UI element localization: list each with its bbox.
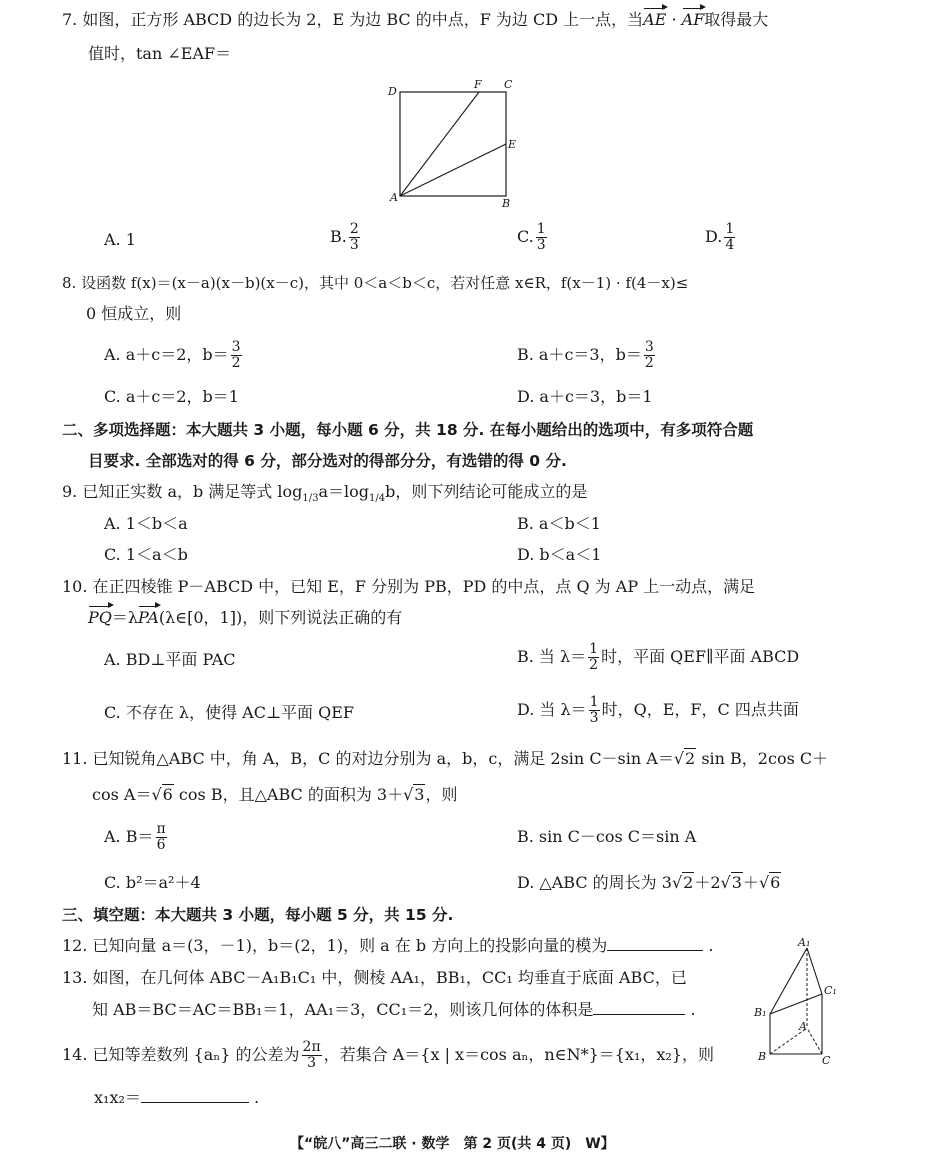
q14-stem-line2: x₁x₂＝ . [94, 1088, 260, 1107]
q10-stem-line2: PQ＝λPA(λ∈[0，1])，则下列说法正确的有 [88, 608, 403, 627]
q9-option-b: B. a＜b＜1 [517, 514, 601, 533]
page-footer: 【“皖八”高三二联 · 数学 第 2 页(共 4 页) W】 [290, 1136, 615, 1152]
q10-option-a: A. BD⊥平面 PAC [104, 650, 236, 669]
q13-stem-line2: 知 AB＝BC＝AC＝BB₁＝1，AA₁＝3，CC₁＝2，则该几何体的体积是 . [92, 1000, 696, 1019]
q11-stem-line1: 11. 已知锐角△ABC 中，角 A，B，C 的对边分别为 a，b，c，满足 2sin C－sin A＝√2 sin B，2cos C＋ [62, 749, 829, 768]
segment-ae [400, 144, 506, 196]
label-e: E [508, 138, 517, 151]
q11-stem-line2: cos A＝√6 cos B，且△ABC 的面积为 3＋√3，则 [92, 785, 458, 804]
q8-option-b: B. a＋c＝3，b＝ $\frac{3}{2}$ [517, 339, 654, 371]
vector-ae: AE [643, 10, 667, 29]
section2-heading-line1: 二、多项选择题：本大题共 3 小题，每小题 6 分，共 18 分. 在每小题给出的选项中，有多项符合题 [62, 421, 754, 439]
q8-option-c: C. a＋c＝2，b＝1 [104, 387, 239, 406]
q7-option-a: A. 1 [104, 230, 136, 249]
q8-option-d: D. a＋c＝3，b＝1 [517, 387, 653, 406]
label-b: B [758, 1050, 767, 1063]
vector-pq: PQ [88, 608, 112, 627]
q8-stem-line1: 8. 设函数 f(x)＝(x－a)(x－b)(x－c)，其中 0＜a＜b＜c，若对任意 x∈R，f(x－1) · f(4－x)≤ [62, 274, 689, 292]
q7-option-b: B. $\frac{2}{3}$ [330, 221, 359, 253]
q11-option-a: A. B＝ $\frac{\pi}{6}$ [104, 821, 166, 853]
q7-square-figure [380, 75, 520, 210]
q14-stem-line1: 14. 已知等差数列 {aₙ} 的公差为 $\frac{2\pi}{3}$ ，若集合 A＝{x | x＝cos aₙ，n∈N*}＝{x₁，x₂}，则 [62, 1039, 714, 1071]
q9-option-c: C. 1＜a＜b [104, 545, 188, 564]
q10-option-b: B. 当 λ＝ $\frac{1}{2}$ 时，平面 QEF∥平面 ABCD [517, 641, 800, 673]
label-b: B [502, 197, 511, 210]
q11-option-c: C. b²＝a²＋4 [104, 873, 201, 892]
q13-answer-blank[interactable] [593, 1000, 685, 1015]
q7-stem-line2: 值时，tan ∠EAF＝ [88, 44, 232, 63]
q8-stem-line2: 0 恒成立，则 [86, 304, 182, 323]
q9-option-d: D. b＜a＜1 [517, 545, 602, 564]
q11-option-d: D. △ABC 的周长为 3√2＋2√3＋√6 [517, 873, 781, 892]
q7-option-c: C. $\frac{1}{3}$ [517, 221, 546, 253]
section3-heading: 三、填空题：本大题共 3 小题，每小题 5 分，共 15 分. [62, 906, 454, 924]
label-a: A [799, 1020, 807, 1033]
label-b1: B₁ [754, 1006, 767, 1019]
section2-heading-line2: 目要求. 全部选对的得 6 分，部分选对的得部分分，有选错的得 0 分. [88, 452, 567, 470]
label-c: C [504, 78, 513, 91]
vector-af: AF [681, 10, 705, 29]
q9-stem: 9. 已知正实数 a，b 满足等式 $\log_{1/3}a=\log_{1/4}b$，则下列结论可能成立的是 [62, 482, 588, 505]
label-c1: C₁ [824, 984, 837, 997]
q10-stem-line1: 10. 在正四棱锥 P－ABCD 中，已知 E，F 分别为 PB，PD 的中点，点 Q 为 AP 上一动点，满足 [62, 577, 756, 596]
vector-pa: PA [138, 608, 159, 627]
q12-stem: 12. 已知向量 a＝(3，－1)，b＝(2，1)，则 a 在 b 方向上的投影向量的模为 . [62, 936, 714, 955]
q11-option-b: B. sin C－cos C＝sin A [517, 827, 697, 846]
q7-stem-line1: 7. 如图，正方形 ABCD 的边长为 2，E 为边 BC 的中点，F 为边 CD 上一点，当AE · AF取得最大 [62, 10, 769, 29]
label-f: F [474, 78, 482, 91]
q10-option-c: C. 不存在 λ，使得 AC⊥平面 QEF [104, 703, 354, 722]
q14-answer-blank[interactable] [141, 1088, 249, 1103]
q13-stem-line1: 13. 如图，在几何体 ABC－A₁B₁C₁ 中，侧棱 AA₁，BB₁，CC₁ 均垂直于底面 ABC，已 [62, 968, 687, 987]
label-a: A [390, 191, 398, 204]
label-a1: A₁ [798, 936, 811, 949]
segment-af [400, 92, 479, 196]
q7-option-d: D. $\frac{1}{4}$ [705, 221, 735, 253]
q9-option-a: A. 1＜b＜a [104, 514, 188, 533]
q8-option-a: A. a＋c＝2，b＝ $\frac{3}{2}$ [104, 339, 241, 371]
label-d: D [388, 85, 397, 98]
q13-solid-figure [752, 936, 840, 1066]
q12-answer-blank[interactable] [607, 936, 703, 951]
q10-option-d: D. 当 λ＝ $\frac{1}{3}$ 时，Q，E，F，C 四点共面 [517, 694, 799, 726]
label-c: C [822, 1054, 831, 1066]
square-abcd [400, 92, 506, 196]
